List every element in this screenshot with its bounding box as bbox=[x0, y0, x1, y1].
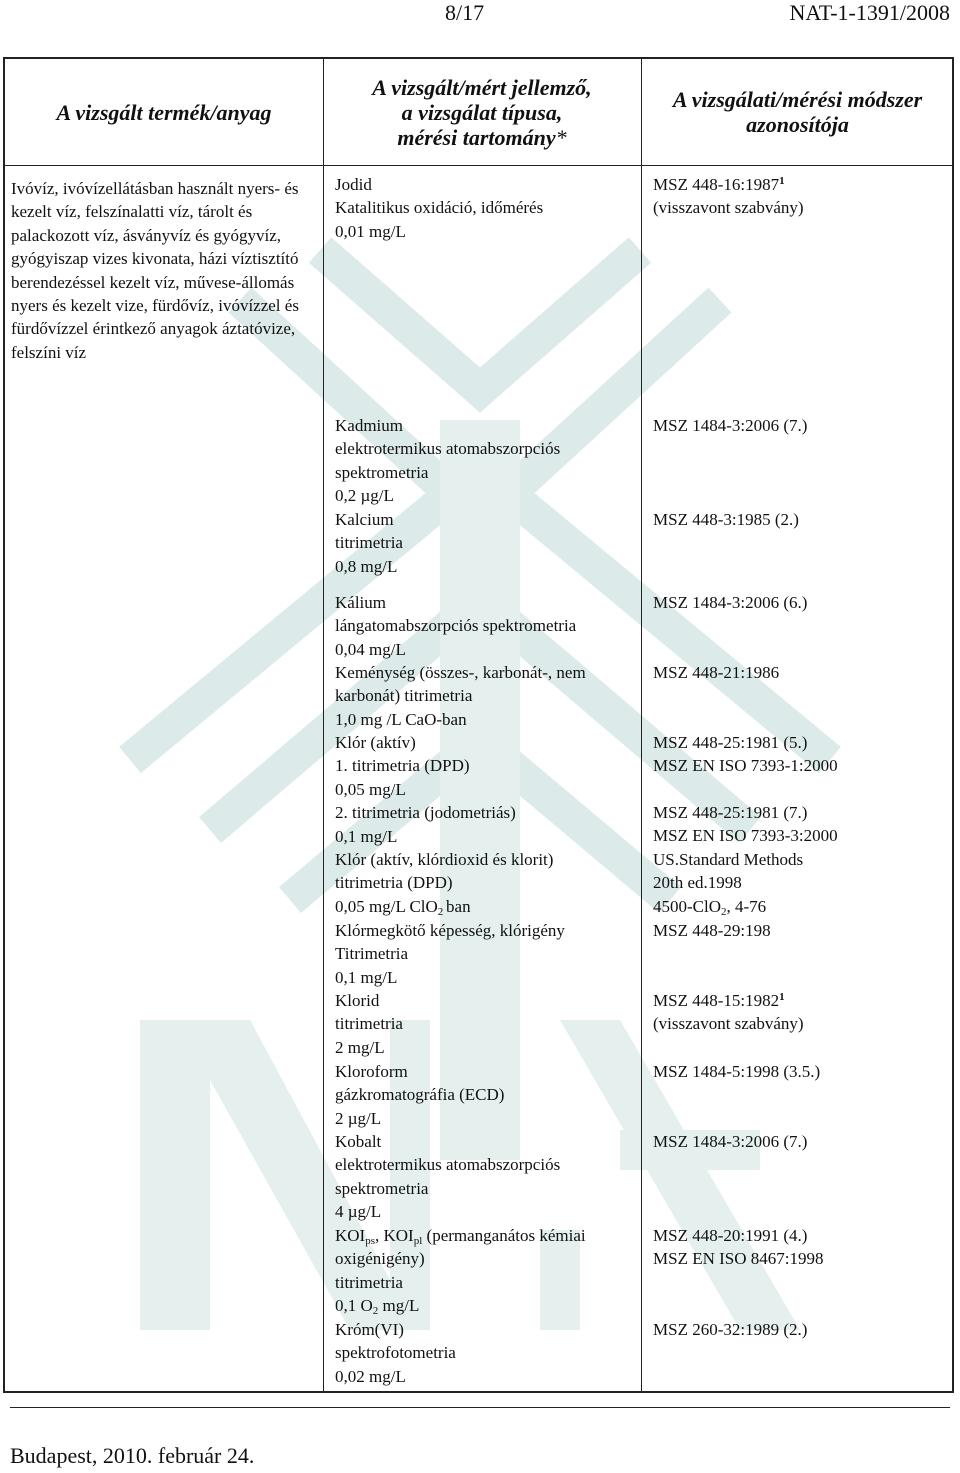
property-kemenyseg: Keménység (összes-, karbonát-, nem karbonát) titrimetria 1,0 mg /L CaO-ban bbox=[335, 663, 586, 729]
property-kadmium: Kadmium elektrotermikus atomabszorpciós spektrometria 0,2 µg/L bbox=[335, 416, 561, 506]
accreditation-table bbox=[3, 57, 954, 1393]
property-kobalt: Kobalt elektrotermikus atomabszorpciós spektrometria 4 µg/L bbox=[335, 1132, 561, 1222]
method-klor-aktiv-1: MSZ 448-25:1981 (5.) MSZ EN ISO 7393-1:2000 bbox=[653, 733, 838, 776]
method-kemenyseg: MSZ 448-21:1986 bbox=[653, 663, 780, 682]
document-id: NAT-1-1391/2008 bbox=[789, 0, 950, 25]
method-krom: MSZ 260-32:1989 (2.) bbox=[653, 1320, 808, 1339]
method-kobalt: MSZ 1484-3:2006 (7.) bbox=[653, 1132, 808, 1151]
page-number: 8/17 bbox=[445, 0, 485, 25]
property-klorigeny: Klórmegkötő képesség, klórigény Titrimetria 0,1 mg/L bbox=[335, 921, 565, 987]
method-kalium: MSZ 1484-3:2006 (6.) bbox=[653, 593, 808, 612]
property-krom: Króm(VI) spektrofotometria 0,02 mg/L bbox=[335, 1320, 456, 1386]
method-kadmium: MSZ 1484-3:2006 (7.) bbox=[653, 416, 808, 435]
property-klor-aktiv: Klór (aktív) 1. titrimetria (DPD) 0,05 mg/L 2. titrimetria (jodometriás) 0,1 mg/L bbox=[335, 733, 516, 846]
column-header-property: A vizsgált/mért jellemző, a vizsgálat típusa, mérési tartomány* bbox=[372, 74, 592, 150]
method-klorid: MSZ 448-15:1982$^1$ (visszavont szabvány) bbox=[653, 991, 804, 1034]
property-kalium: Kálium lángatomabszorpciós spektrometria 0,04 mg/L bbox=[335, 593, 577, 659]
property-kloroform: Kloroform gázkromatográfia (ECD) 2 µg/L bbox=[335, 1062, 505, 1128]
method-klor-aktiv-2: MSZ 448-25:1981 (7.) MSZ EN ISO 7393-3:2000 bbox=[653, 803, 838, 846]
property-klor-klordioxid: Klór (aktív, klórdioxid és klorit) titrimetria (DPD) 0,05 mg/L ClO$_2$ ban bbox=[335, 850, 554, 918]
property-klorid: Klorid titrimetria 2 mg/L bbox=[335, 991, 403, 1057]
method-jodid: MSZ 448-16:1987$^1$ (visszavont szabvány) bbox=[653, 175, 804, 218]
property-jodid: Jodid Katalitikus oxidáció, időmérés 0,01 mg/L bbox=[335, 175, 544, 241]
method-klorigeny: MSZ 448-29:198 bbox=[653, 921, 771, 940]
method-koi: MSZ 448-20:1991 (4.) MSZ EN ISO 8467:1998 bbox=[653, 1226, 824, 1269]
column-divider bbox=[641, 59, 642, 1391]
header-divider bbox=[5, 165, 952, 166]
footer-place-date: Budapest, 2010. február 24. bbox=[10, 1443, 255, 1468]
column-header-product: A vizsgált termék/anyag bbox=[56, 99, 272, 125]
footer-rule bbox=[10, 1407, 950, 1408]
property-kalcium: Kalcium titrimetria 0,8 mg/L bbox=[335, 510, 403, 576]
product-description: Ivóvíz, ivóvízellátásban használt nyers- és kezelt víz, felszínalatti víz, tárolt és palackozott víz, ásványvíz és gyógyvíz, gyógyiszap vizes kivonata, házi víztisztító berendezéssel kezelt víz, művese-állomás nyers és kezelt vize, fürdővíz, ivóvízzel és fürdővízzel érintkező anyagok áztatóvize, felszíni víz bbox=[11, 179, 299, 362]
method-klor-klordioxid: US.Standard Methods 20th ed.1998 4500-ClO$_2$, 4-76 bbox=[653, 850, 804, 918]
column-divider bbox=[323, 59, 324, 1391]
column-header-method: A vizsgálati/mérési módszer azonosítója bbox=[672, 87, 923, 137]
method-kalcium: MSZ 448-3:1985 (2.) bbox=[653, 510, 799, 529]
property-koi: $KOI_{ps}$, $KOI_{pl}$ (permanganátos kémiai oxigénigény) titrimetria 0,1 $O_2$ mg/L bbox=[335, 1226, 586, 1318]
method-kloroform: MSZ 1484-5:1998 (3.5.) bbox=[653, 1062, 821, 1081]
